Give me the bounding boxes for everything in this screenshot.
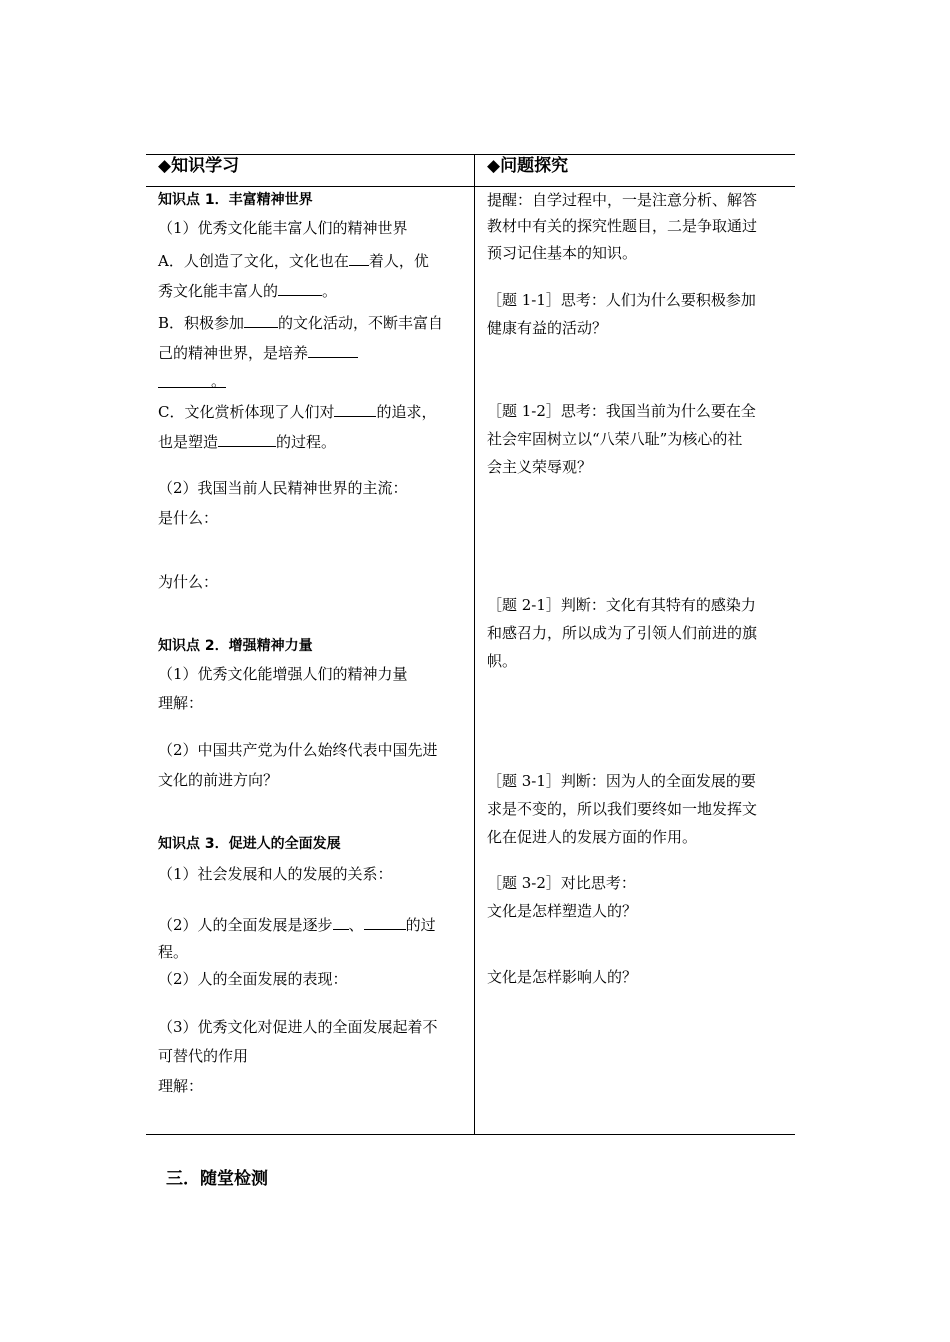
text: 的过 — [405, 916, 436, 934]
understand-label-1: 理解： — [158, 694, 204, 712]
why-label: 为什么： — [158, 573, 219, 591]
question-2-1-line2: 和感召力，所以成为了引领人们前进的旗 — [487, 624, 758, 642]
text: 、 — [348, 916, 364, 934]
text: 的过程。 — [276, 433, 337, 451]
fill-blank[interactable] — [334, 400, 376, 417]
table-column-divider — [474, 154, 475, 1135]
text: B．积极参加 — [158, 314, 245, 332]
kp2-item-1: （1）优秀文化能增强人们的精神力量 — [158, 665, 408, 683]
text: 也是塑造 — [158, 433, 219, 451]
fill-blank[interactable] — [308, 341, 358, 358]
text: 的追求， — [376, 403, 437, 421]
question-1-2-line2: 社会牢固树立以“八荣八耻”为核心的社 — [487, 430, 743, 448]
text: 己的精神世界，是培养 — [158, 344, 309, 362]
tip-line-3: 预习记住基本的知识。 — [487, 244, 638, 262]
kp1-item-b-line1 — [158, 311, 443, 333]
question-2-1-line1: ［题 2-1］判断：文化有其特有的感染力 — [487, 596, 756, 614]
text: 。 — [322, 282, 338, 300]
kp3-item-4-line1: （3）优秀文化对促进人的全面发展起着不 — [158, 1018, 438, 1036]
knowledge-point-3-title: 知识点 3．促进人的全面发展 — [158, 836, 341, 852]
kp1-item-a-line2 — [158, 279, 337, 301]
kp3-item-2-line2: 程。 — [158, 943, 189, 961]
text: 秀文化能丰富人的 — [158, 282, 279, 300]
kp3-item-1: （1）社会发展和人的发展的关系： — [158, 865, 393, 883]
question-3-2-line1: ［题 3-2］对比思考： — [487, 874, 636, 892]
text: 的文化活动，不断丰富自 — [278, 314, 444, 332]
kp1-item-c-line1 — [158, 400, 437, 422]
kp2-item-2-line2: 文化的前进方向？ — [158, 771, 279, 789]
knowledge-point-2-title: 知识点 2．增强精神力量 — [158, 638, 313, 654]
text: A．人创造了文化，文化也在 — [158, 252, 349, 270]
tip-line-1: 提醒：自学过程中，一是注意分析、解答 — [487, 191, 758, 209]
question-1-1-line1: ［题 1-1］思考：人们为什么要积极参加 — [487, 291, 756, 309]
understand-label-2: 理解： — [158, 1077, 204, 1095]
question-1-2-line1: ［题 1-2］思考：我国当前为什么要在全 — [487, 402, 756, 420]
fill-blank[interactable] — [278, 279, 322, 296]
what-label: 是什么： — [158, 509, 219, 527]
kp3-item-3: （2）人的全面发展的表现： — [158, 970, 348, 988]
fill-blank[interactable] — [218, 430, 276, 447]
question-2-1-line3: 帜。 — [487, 652, 518, 670]
fill-blank[interactable] — [333, 913, 349, 930]
knowledge-point-1-title: 知识点 1．丰富精神世界 — [158, 192, 313, 208]
text: （2）人的全面发展是逐步 — [158, 916, 333, 934]
text: 着人，优 — [368, 252, 429, 270]
kp3-item-2-line1 — [158, 913, 436, 935]
fill-blank[interactable] — [158, 371, 226, 388]
tip-line-2: 教材中有关的探究性题目，二是争取通过 — [487, 217, 758, 235]
question-1-1-line2: 健康有益的活动？ — [487, 319, 608, 337]
kp1-item-1: （1）优秀文化能丰富人们的精神世界 — [158, 219, 408, 237]
question-3-1-line3: 化在促进人的发展方面的作用。 — [487, 828, 698, 846]
text: 。 — [210, 372, 226, 390]
question-3-1-line1: ［题 3-1］判断：因为人的全面发展的要 — [487, 772, 756, 790]
question-1-2-line3: 会主义荣辱观？ — [487, 458, 593, 476]
kp1-item-b-line3 — [158, 371, 226, 393]
fill-blank[interactable] — [364, 913, 406, 930]
question-3-1-line2: 求是不变的，所以我们要终如一地发挥文 — [487, 800, 758, 818]
kp3-item-4-line2: 可替代的作用 — [158, 1047, 249, 1065]
header-problem-inquiry: ◆问题探究 — [487, 156, 569, 176]
text: C．文化赏析体现了人们对 — [158, 403, 335, 421]
question-3-2-line2: 文化是怎样塑造人的？ — [487, 902, 638, 920]
fill-blank[interactable] — [349, 249, 369, 266]
kp1-item-2: （2）我国当前人民精神世界的主流： — [158, 479, 408, 497]
table-top-border — [146, 154, 795, 155]
kp1-item-c-line2 — [158, 430, 336, 452]
kp1-item-a-line1 — [158, 249, 429, 271]
kp2-item-2-line1: （2）中国共产党为什么始终代表中国先进 — [158, 741, 438, 759]
section-three-heading: 三．随堂检测 — [166, 1169, 268, 1189]
header-knowledge-learning: ◆知识学习 — [158, 156, 240, 176]
table-bottom-border — [146, 1134, 795, 1135]
table-header-divider — [146, 186, 795, 187]
fill-blank[interactable] — [244, 311, 278, 328]
kp1-item-b-line2 — [158, 341, 358, 363]
question-3-2-line3: 文化是怎样影响人的？ — [487, 968, 638, 986]
